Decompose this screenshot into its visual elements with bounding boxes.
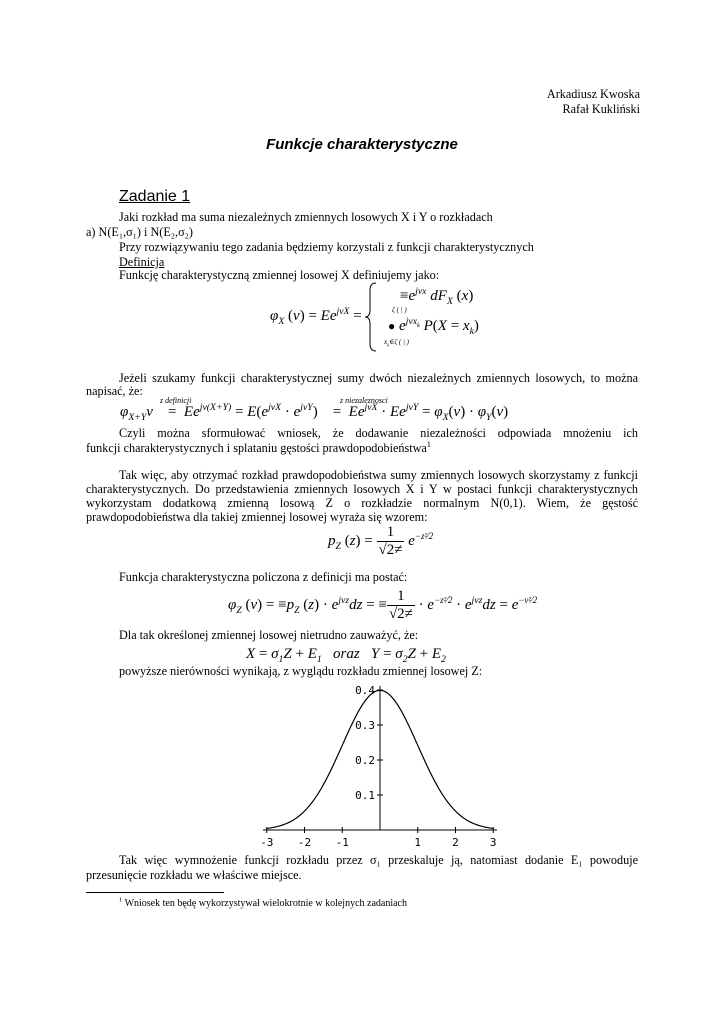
equation-linear: $X = \sigma_1Z + E_1$ oraz $Y = \sigma_2Z + E_2$: [246, 646, 446, 665]
equation-label-independence: z niezaleznosci: [340, 396, 388, 405]
equation-label-definition: z definicji: [160, 396, 192, 405]
definition-label: Definicja: [119, 255, 165, 269]
paragraph-method-line1: Tak więc, aby otrzymać rozkład prawdopodobieństwa sumy zmiennych losowych skorzystamy z funkcji: [119, 468, 638, 482]
footnote-number: 1: [119, 896, 123, 904]
page-title: Funkcje charakterystyczne: [266, 136, 458, 153]
author-2: Rafał Kukliński: [562, 102, 640, 116]
equation-charfunc-z: $\varphi_Z$ $(\nu) = \equiv p_Z$ $(z) \cdot e^{j\nu z}dz$ = ≡ $\frac{1}{√2\ne}$ · $e^{-z^2⁄2} \cdot e^{j\nu z}dz = e^{-\nu^2⁄2}$: [228, 588, 538, 622]
chart-x-tick-label: -2: [297, 836, 312, 849]
paragraph-sum-line1: Jeżeli szukamy funkcji charakterystycznej sumy dwóch niezależnych zmiennych losowych, to można: [119, 371, 638, 385]
chart-y-tick-label: 0.4: [355, 684, 375, 697]
paragraph-question: Jaki rozkład ma suma niezależnych zmiennych losowych X i Y o rozkładach: [119, 210, 493, 224]
footnote-ref: 1: [426, 439, 431, 449]
footnote-divider: [86, 892, 224, 893]
equation-sum: z definicji z niezaleznosci $\varphi_{X+Y}\nu$ = $Ee^{j\nu(X+Y)} = E(e^{j\nu X} \cdot e^{j\nu Y})$ = $Ee^{j\nu X} \cdot Ee^{j\nu Y} = \varphi_X(\nu) \cdot \varphi_Y(\nu)$: [120, 396, 509, 423]
paragraph-method-line2: charakterystycznych. Do przedstawienia zmiennych losowych X i Y w postaci funkcji charakterystycznych: [86, 482, 638, 496]
chart-x-tick-label: 3: [489, 836, 497, 849]
chart-x-tick-label: -1: [335, 836, 349, 849]
equation-definition: $\varphi_X$ $(\nu) = Ee^{j\nu X}$ = $\equiv e^{j\nu x}$ $dF_X$ (x) ζ ( | ) ● $e^{j\nu x_k}$ $P(X = x_k)$ $x_k\in\zeta$ ( | ): [260, 280, 520, 355]
footnote: [119, 898, 407, 909]
paragraph-charfunc: Funkcja charakterystyczna policzona z definicji ma postać:: [119, 570, 408, 584]
left-brace-icon: [364, 282, 378, 352]
paragraph-method-line3: wykorzystam dodatkową zmienną losową Z o rozkładzie normalnym N(0,1). Wiem, że gęstość: [86, 496, 638, 510]
chart-y-tick-label: 0.1: [355, 789, 375, 802]
chart-y-tick-label: 0.3: [355, 719, 375, 732]
footnote-text: Wniosek ten będę wykorzystywał wielokrotnie w kolejnych zadaniach: [124, 898, 407, 909]
paragraph-observe: Dla tak określonej zmiennej losowej nietrudno zauważyć, że:: [119, 628, 419, 642]
normal-distribution-chart: [255, 682, 505, 854]
paragraph-question-a: a) N(E₁,σ₁) i N(E₂,σ₂): [86, 225, 193, 239]
paragraph-graph-intro: powyższe nierówności wynikają, z wyglądu rozkładu zmiennej losowej Z:: [119, 664, 483, 678]
paragraph-conclusion-line1: Czyli można sformułować wniosek, że dodawanie niezależności odpowiada mnożeniu ich: [119, 426, 638, 440]
paragraph-final-line2: przesunięcie rozkładu we właściwe miejsce.: [86, 868, 302, 882]
chart-x-tick-label: -3: [260, 836, 274, 849]
paragraph-final-line1: Tak więc wymnożenie funkcji rozkładu przez σ₁ przeskaluje ją, natomiast dodanie E₁ powoduje: [119, 853, 638, 867]
paragraph-approach: Przy rozwiązywaniu tego zadania będziemy korzystali z funkcji charakterystycznych: [119, 240, 534, 254]
paragraph-definition: Funkcję charakterystyczną zmiennej losowej X definiujemy jako:: [119, 268, 440, 282]
paragraph-method-line4: prawdopodobieństwa dla takiej zmiennej losowej wyraża się wzorem:: [86, 510, 428, 524]
paragraph-sum-line2: napisać, że:: [86, 384, 143, 398]
chart-y-tick-label: 0.2: [355, 754, 375, 767]
equation-oraz: oraz: [333, 646, 360, 662]
section-heading: Zadanie 1: [119, 188, 191, 205]
chart-x-tick-label: 2: [452, 836, 459, 849]
chart-x-tick-label: 1: [414, 836, 422, 849]
paragraph-conclusion-line2: funkcji charakterystycznych i splataniu gęstości prawdopodobieństwa$^1$: [86, 439, 431, 455]
author-1: Arkadiusz Kwoska: [546, 87, 640, 101]
equation-density: $p_Z$ (z) = $\frac{1}{√2\ne}$ $e^{-z^2⁄2}$: [328, 524, 434, 558]
